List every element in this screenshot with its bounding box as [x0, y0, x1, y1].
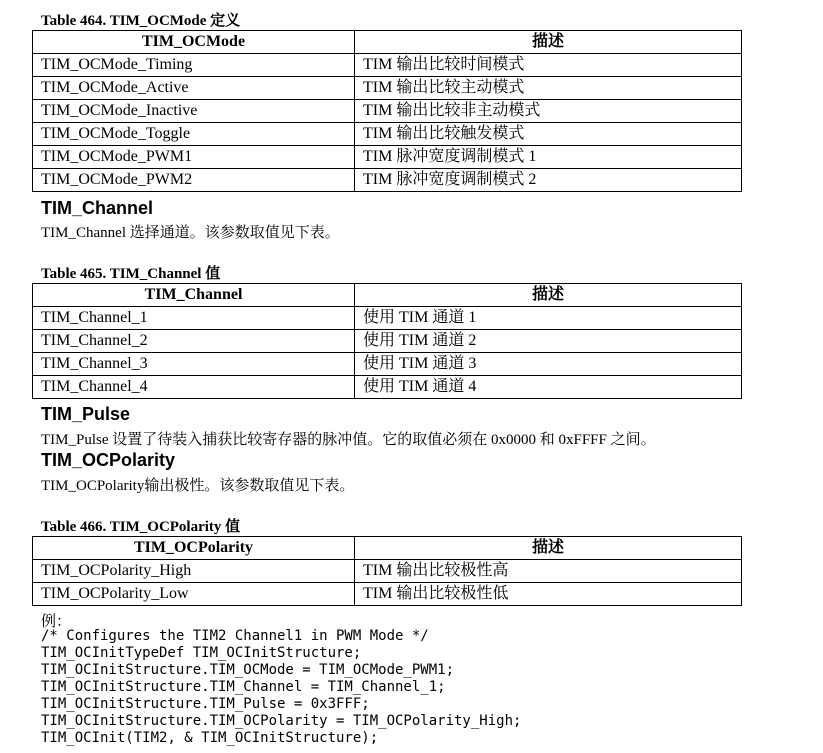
table-cell-description: 使用 TIM 通道 1 — [355, 307, 742, 330]
table-cell-description: TIM 输出比较非主动模式 — [355, 100, 742, 123]
table-465 — [32, 283, 742, 399]
section-heading-channel: TIM_Channel — [41, 198, 154, 218]
section-text-polarity: TIM_OCPolarity输出极性。该参数取值见下表。 — [41, 478, 355, 494]
table-row — [33, 307, 742, 330]
table-cell-description: TIM 输出比较极性高 — [355, 560, 742, 583]
column-header-name: TIM_OCMode — [33, 31, 355, 54]
table-row — [33, 330, 742, 353]
section-text-pulse: TIM_Pulse 设置了待装入捕获比较寄存器的脉冲值。它的取值必须在 0x0000 和 0xFFFF 之间。 — [41, 432, 656, 448]
code-line: TIM_OCInit(TIM2, & TIM_OCInitStructure); — [41, 730, 379, 746]
table-header-row — [33, 284, 742, 307]
section-text-channel: TIM_Channel 选择通道。该参数取值见下表。 — [41, 225, 340, 241]
table-cell-description: TIM 输出比较极性低 — [355, 583, 742, 606]
section-heading-polarity: TIM_OCPolarity — [41, 450, 176, 470]
table-row — [33, 54, 742, 77]
table-header-row — [33, 31, 742, 54]
table-row — [33, 353, 742, 376]
table-466-caption: Table 466. TIM_OCPolarity 值 — [41, 519, 241, 535]
table-cell-description: TIM 输出比较时间模式 — [355, 54, 742, 77]
code-line: TIM_OCInitStructure.TIM_Pulse = 0x3FFF; — [41, 696, 370, 712]
table-466 — [32, 536, 742, 606]
section-heading-pulse: TIM_Pulse — [41, 404, 131, 424]
code-line: TIM_OCInitTypeDef TIM_OCInitStructure; — [41, 645, 362, 661]
table-465-caption: Table 465. TIM_Channel 值 — [41, 266, 221, 282]
code-line: TIM_OCInitStructure.TIM_OCPolarity = TIM_OCPolarity_High; — [41, 713, 522, 729]
table-cell-description: TIM 输出比较触发模式 — [355, 123, 742, 146]
table-cell-description: 使用 TIM 通道 4 — [355, 376, 742, 399]
table-cell-name: TIM_OCMode_Inactive — [33, 100, 355, 123]
example-label: 例： — [41, 614, 72, 630]
table-header-row — [33, 537, 742, 560]
code-line: TIM_OCInitStructure.TIM_OCMode = TIM_OCMode_PWM1; — [41, 662, 455, 678]
table-cell-name: TIM_OCMode_Timing — [33, 54, 355, 77]
table-row — [33, 123, 742, 146]
table-cell-name: TIM_Channel_1 — [33, 307, 355, 330]
code-example — [41, 628, 521, 747]
column-header-description: 描述 — [355, 31, 742, 54]
table-cell-name: TIM_Channel_3 — [33, 353, 355, 376]
table-cell-name: TIM_OCPolarity_Low — [33, 583, 355, 606]
table-row — [33, 77, 742, 100]
column-header-name: TIM_OCPolarity — [33, 537, 355, 560]
table-cell-description: TIM 脉冲宽度调制模式 2 — [355, 169, 742, 192]
table-row — [33, 146, 742, 169]
table-cell-description: 使用 TIM 通道 2 — [355, 330, 742, 353]
code-line: TIM_OCInitStructure.TIM_Channel = TIM_Channel_1; — [41, 679, 446, 695]
table-cell-description: TIM 输出比较主动模式 — [355, 77, 742, 100]
table-cell-name: TIM_Channel_2 — [33, 330, 355, 353]
table-464-caption: Table 464. TIM_OCMode 定义 — [41, 13, 241, 29]
table-cell-name: TIM_Channel_4 — [33, 376, 355, 399]
table-cell-name: TIM_OCMode_PWM2 — [33, 169, 355, 192]
table-row — [33, 583, 742, 606]
table-cell-name: TIM_OCMode_PWM1 — [33, 146, 355, 169]
column-header-description: 描述 — [355, 537, 742, 560]
table-cell-name: TIM_OCPolarity_High — [33, 560, 355, 583]
table-cell-description: 使用 TIM 通道 3 — [355, 353, 742, 376]
column-header-description: 描述 — [355, 284, 742, 307]
table-cell-name: TIM_OCMode_Active — [33, 77, 355, 100]
table-464 — [32, 30, 742, 192]
table-row — [33, 169, 742, 192]
table-row — [33, 100, 742, 123]
table-row — [33, 560, 742, 583]
table-cell-name: TIM_OCMode_Toggle — [33, 123, 355, 146]
column-header-name: TIM_Channel — [33, 284, 355, 307]
table-row — [33, 376, 742, 399]
table-cell-description: TIM 脉冲宽度调制模式 1 — [355, 146, 742, 169]
code-line: /* Configures the TIM2 Channel1 in PWM Mode */ — [41, 628, 429, 644]
